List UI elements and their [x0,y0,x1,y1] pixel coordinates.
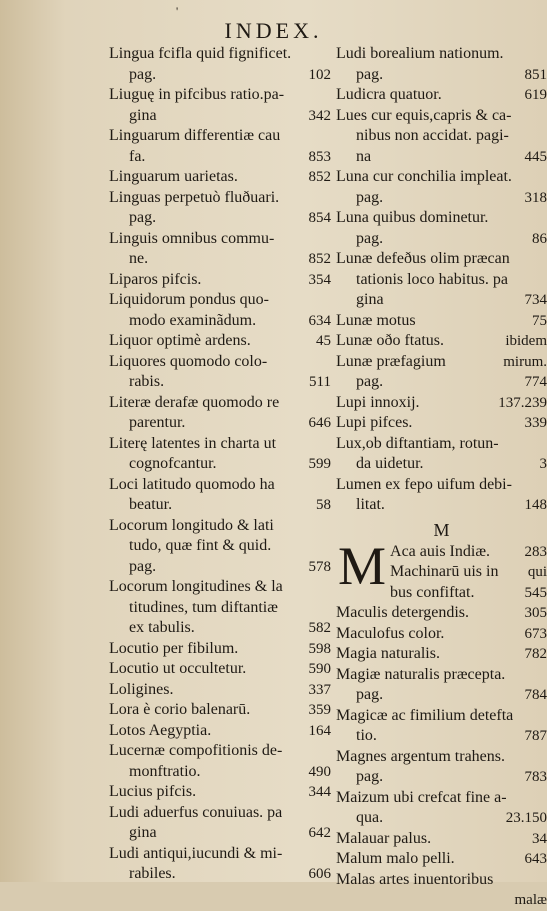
index-entry-line [336,890,547,911]
entry-text: Luna quibus dominetur. [336,208,488,229]
entry-text: Ludi antiqui,iucundi & mi- [109,844,282,865]
entry-text: Aca auis Indiæ. [390,542,490,563]
index-entry [109,331,331,352]
entry-text: na [356,147,371,168]
index-entry-line [109,598,331,619]
page-number: 787 [525,726,547,747]
entry-text: Ludi borealium nationum. [336,44,504,65]
page-number: 164 [309,721,332,742]
page-number: 734 [525,290,547,311]
entry-text: pag. [356,685,383,706]
entry-text: Literæ derafæ quomodo re [109,393,279,414]
page-number: 445 [525,147,547,168]
index-entry-line [336,331,547,352]
page-number: 783 [525,767,547,788]
index-entry-line [109,331,331,352]
entry-text: gina [356,290,384,311]
index-entry-line [109,208,331,229]
index-entry-line [109,147,331,168]
page-number: 643 [525,849,547,870]
page-number: 511 [309,372,331,393]
entry-text: pag. [129,208,156,229]
entry-text: Lunæ oðo ftatus. [336,331,444,352]
page-number: 23.150 [506,808,547,829]
page-number: 148 [525,495,547,516]
entry-text: Liquor optimè ardens. [109,331,251,352]
page-number: 354 [309,270,332,291]
index-entry-line [336,126,547,147]
entry-text: Linguarum uarietas. [109,167,238,188]
entry-text: Maizum ubi crefcat fine a- [336,788,507,809]
index-entry-line [336,229,547,250]
entry-text: Malum malo pelli. [336,849,455,870]
entry-text: Machinarū uis in [390,562,498,583]
entry-text: pag. [356,229,383,250]
index-entry [109,290,331,331]
index-entry-line [109,762,331,783]
index-entry [336,85,547,106]
index-entry [109,721,331,742]
index-entry [109,782,331,803]
entry-text: tudo, quæ fint & quid. [129,536,271,557]
index-entry [109,270,331,291]
index-entry [109,700,331,721]
index-entry-line [109,413,331,434]
index-entry [109,393,331,434]
index-entry [109,352,331,393]
entry-text: Malauar palus. [336,829,431,850]
index-entry [336,644,547,665]
index-entry-line [336,849,547,870]
index-entry-line [109,126,331,147]
index-entry-line [336,767,547,788]
page-number: 590 [309,659,332,680]
index-entry-line [109,823,331,844]
page-number: 359 [309,700,332,721]
entry-text: pag. [356,65,383,86]
entry-text: nibus non accidat. pagi- [356,126,509,147]
index-entry-line [109,167,331,188]
entry-text: Lunæ præfagium [336,352,446,373]
entry-text: gina [129,106,157,127]
page-number: 606 [309,864,332,885]
index-entry-line [390,542,547,563]
entry-text: Lupi pifces. [336,413,412,434]
index-entry-line [109,639,331,660]
page-title: INDEX. [0,18,547,44]
index-entry-line [109,536,331,557]
index-entry [336,331,547,352]
entry-text: pag. [129,65,156,86]
page-number: 305 [525,603,547,624]
index-entry [109,188,331,229]
page-number: mirum. [503,352,547,373]
entry-text: Lotos Aegyptia. [109,721,211,742]
entry-text: litat. [356,495,385,516]
entry-text: Ludicra quatuor. [336,85,442,106]
index-entry [109,577,331,639]
index-entry-line [109,516,331,537]
entry-text: ne. [129,249,148,270]
index-entry-line [109,454,331,475]
page-number: 634 [309,311,332,332]
index-entry-line [109,393,331,414]
index-entry-line [109,618,331,639]
page-number: 582 [309,618,332,639]
entry-text: cognofcantur. [129,454,217,475]
index-entry [109,741,331,782]
page-number: 598 [309,639,332,660]
index-entry-line [336,870,547,891]
entry-text: titudines, tum diftantiæ [129,598,278,619]
page-number: 642 [309,823,332,844]
entry-text: ex tabulis. [129,618,195,639]
entry-text: Linguarum differentiæ cau [109,126,280,147]
index-entry-line [336,147,547,168]
entry-text: Lupi innoxij. [336,393,420,414]
index-column-right [336,44,547,911]
page-number: 490 [309,762,332,783]
entry-text: parentur. [129,413,185,434]
page-number: malæ [515,890,547,911]
entry-text: tationis loco habitus. pa [356,270,508,291]
index-entry-line [109,352,331,373]
index-entry [336,624,547,645]
entry-text: Liquores quomodo colo- [109,352,267,373]
entry-text: pag. [356,188,383,209]
index-entry-line [109,721,331,742]
page-number: 75 [532,311,547,332]
index-entry-line [336,270,547,291]
index-entry-line [109,434,331,455]
index-entry [109,475,331,516]
index-entry-line [336,829,547,850]
entry-text: rabiles. [129,864,176,885]
index-entry-line [109,803,331,824]
entry-text: monftratio. [129,762,201,783]
index-entry-line [109,65,331,86]
index-entry-line [336,44,547,65]
page-number: 86 [532,229,547,250]
page-number: 774 [525,372,547,393]
index-entry [336,706,547,747]
index-entry-line [336,188,547,209]
entry-text: fa. [129,147,145,168]
index-entry [109,680,331,701]
entry-text: Malas artes inuentoribus [336,870,493,891]
entry-text: Lora è corio balenarū. [109,700,250,721]
index-entry-line [336,393,547,414]
index-entry-line [109,290,331,311]
index-entry-line [336,603,547,624]
page-number: 852 [309,167,332,188]
entry-text: Liparos pifcis. [109,270,201,291]
page-number: 337 [309,680,332,701]
index-entry-line [336,495,547,516]
index-entry [336,413,547,434]
index-entry [336,167,547,208]
index-entry-line [109,577,331,598]
index-entry-line [336,665,547,686]
index-entry [336,475,547,516]
index-entry [336,393,547,414]
index-entry [109,803,331,844]
entry-text: tio. [356,726,377,747]
m-first-entry [336,542,547,604]
entry-text: Lingua fcifla quid fignificet. [109,44,291,65]
index-entry [336,788,547,829]
index-entry-line [336,290,547,311]
index-entry-line [336,644,547,665]
section-heading-m: M [336,518,547,542]
entry-text: Maculis detergendis. [336,603,469,624]
index-entry-line [336,311,547,332]
index-entry-line [109,44,331,65]
index-entry-line [109,311,331,332]
page-number: 646 [309,413,332,434]
index-column-left [109,44,331,885]
index-entry [109,434,331,475]
index-entry [109,844,331,885]
index-entry-line [336,85,547,106]
entry-text: Lumen ex fepo uifum debi- [336,475,512,496]
index-entry [336,208,547,249]
page-number: ibidem [505,331,547,352]
entry-text: Lues cur equis,capris & ca- [336,106,511,127]
index-entry [336,849,547,870]
page-number: 854 [309,208,332,229]
index-entry-line [390,562,547,583]
page-number: 318 [525,188,547,209]
page-tick-mark: ' [176,4,178,19]
entry-text: Lunæ motus [336,311,416,332]
entry-text: modo examinãdum. [129,311,256,332]
page-number: 619 [525,85,547,106]
index-entry-line [109,864,331,885]
page-number: qui [528,562,547,583]
index-entry-line [336,352,547,373]
entry-text: Literę latentes in charta ut [109,434,276,455]
index-entry-line [336,475,547,496]
entry-text: Lux,ob diftantiam, rotun- [336,434,499,455]
index-entry-line [109,106,331,127]
index-entry-line [336,726,547,747]
index-entry [336,747,547,788]
index-entry [109,126,331,167]
page-number: 599 [309,454,332,475]
page-number: 34 [532,829,547,850]
index-entry-line [109,495,331,516]
dropcap-m: M [338,544,386,588]
entry-text: Lucernæ compofitionis de- [109,741,282,762]
index-entry-line [109,659,331,680]
index-entry [109,639,331,660]
index-entry [109,516,331,578]
index-entry-line [109,741,331,762]
index-entry-line [336,747,547,768]
index-entry-line [336,788,547,809]
entry-text: gina [129,823,157,844]
index-entry-line [336,372,547,393]
index-entry-line [336,249,547,270]
entry-text: qua. [356,808,383,829]
index-entry [336,603,547,624]
index-entry [336,829,547,850]
entry-text: Magiæ naturalis præcepta. [336,665,505,686]
entry-text: bus confiftat. [390,583,474,604]
entry-text: Linguis omnibus commu- [109,229,274,250]
entry-text: Liuguę in pifcibus ratio.pa- [109,85,284,106]
page-number: 58 [316,495,331,516]
entry-text: Ludi aduerfus conuiuas. pa [109,803,282,824]
page-number: 578 [309,557,332,578]
index-entry [336,311,547,332]
index-entry [109,85,331,126]
index-entry [109,659,331,680]
index-entry-line [109,188,331,209]
page-number: 102 [309,65,332,86]
index-entry [109,229,331,270]
page-number: 852 [309,249,332,270]
entry-text: Magnes argentum trahens. [336,747,505,768]
index-entry-line [336,624,547,645]
entry-text: beatur. [129,495,172,516]
index-entry-line [336,167,547,188]
page-number: 344 [309,782,332,803]
page-number: 853 [309,147,332,168]
entry-text: da uidetur. [356,454,424,475]
entry-text: Locutio ut occultetur. [109,659,246,680]
index-entry [336,249,547,311]
entry-text: Liquidorum pondus quo- [109,290,269,311]
index-entry [336,870,547,911]
entry-text: Magicæ ac fimilium detefta [336,706,513,727]
index-entry-line [336,106,547,127]
index-entry [109,167,331,188]
index-entry-line [336,685,547,706]
entry-text: Lucius pifcis. [109,782,196,803]
page-number: 3 [540,454,547,475]
entry-text: Linguas perpetuò fluðuari. [109,188,279,209]
entry-text: Locutio per fibilum. [109,639,238,660]
index-entry-line [109,372,331,393]
index-entries-m [336,603,547,911]
entry-text: Magia naturalis. [336,644,440,665]
entry-text: Locorum longitudines & la [109,577,283,598]
index-entry-line [336,808,547,829]
index-entries-l-continued [336,44,547,516]
index-entry-line [336,434,547,455]
index-entry [336,665,547,706]
index-entry-line [390,583,547,604]
index-entry [336,434,547,475]
index-entry-line [109,249,331,270]
index-entry-line [109,475,331,496]
page-number: 137.239 [498,393,547,414]
page-number: 673 [525,624,547,645]
page-number: 851 [525,65,547,86]
index-entry [336,106,547,168]
entry-text: Loci latitudo quomodo ha [109,475,275,496]
entry-text: Luna cur conchilia impleat. [336,167,512,188]
entry-text: pag. [356,372,383,393]
page-number: 45 [316,331,331,352]
index-entry-line [109,844,331,865]
entry-text: Loligines. [109,680,173,701]
page-number: 283 [525,542,547,563]
index-entry-line [109,85,331,106]
index-entry [336,352,547,393]
index-entry-line [109,229,331,250]
entry-text: Lunæ defeðus olim præcan [336,249,510,270]
page-number: 342 [309,106,332,127]
page-number: 545 [525,583,547,604]
index-entry-line [109,782,331,803]
index-entry-line [336,413,547,434]
entry-text: pag. [356,767,383,788]
index-entry-line [109,700,331,721]
index-entry-line [336,208,547,229]
index-entry [336,44,547,85]
index-entry-line [336,454,547,475]
entry-text: pag. [129,557,156,578]
index-entry-line [109,680,331,701]
page-number: 782 [525,644,547,665]
page-number: 784 [525,685,547,706]
entry-text: rabis. [129,372,164,393]
entry-text: Locorum longitudo & lati [109,516,274,537]
index-entry-line [109,557,331,578]
index-entry-line [109,270,331,291]
index-entry [109,44,331,85]
entry-text: Maculofus color. [336,624,444,645]
page-number: 339 [525,413,547,434]
index-entry-line [336,706,547,727]
index-entry-line [336,65,547,86]
